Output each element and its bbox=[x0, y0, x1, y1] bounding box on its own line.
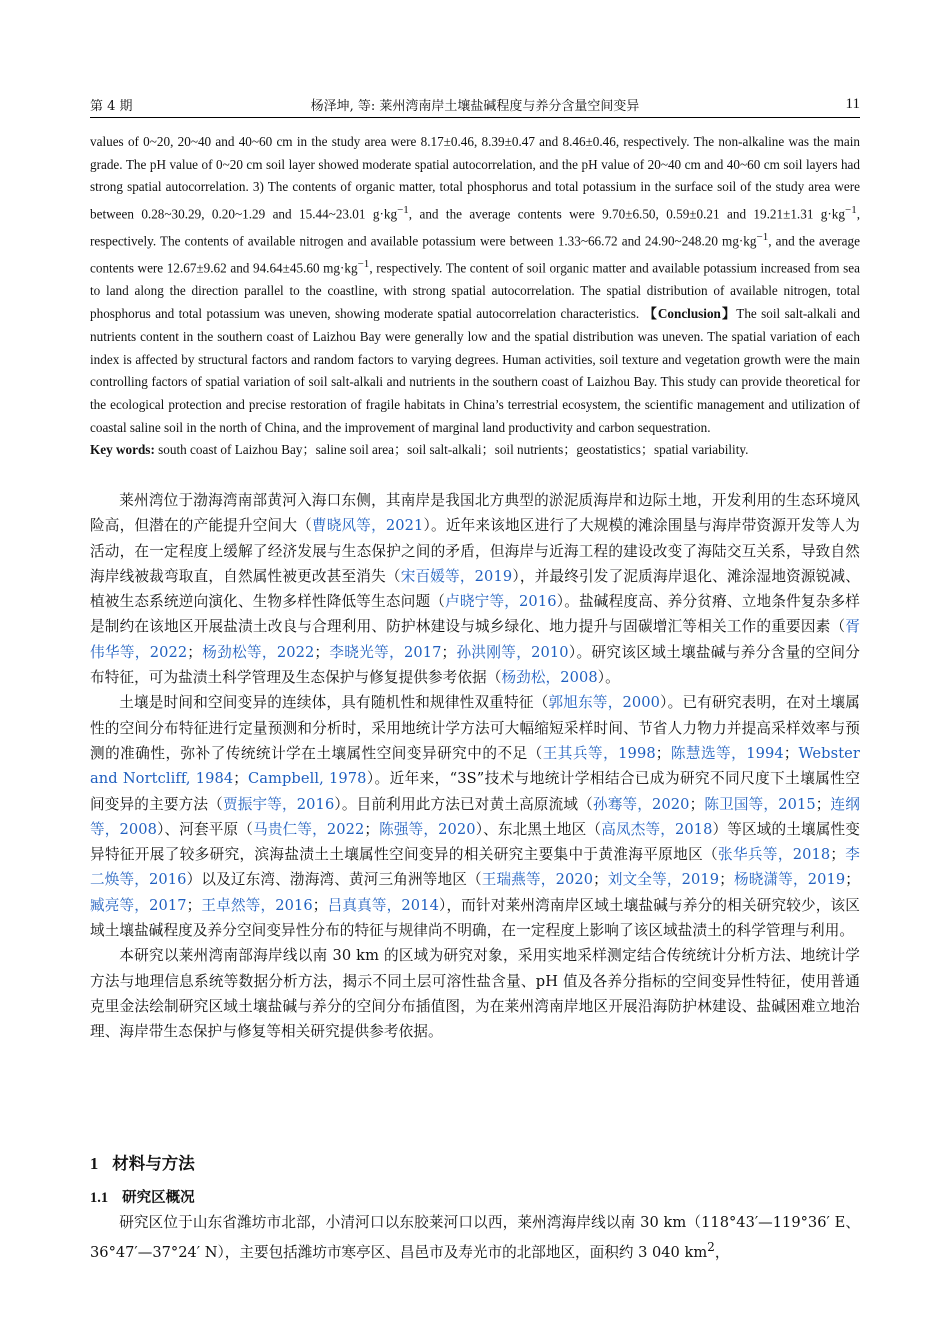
running-head bbox=[90, 93, 860, 115]
paragraph-text: ； bbox=[830, 846, 846, 864]
paragraph-text: 本研究以莱州湾南部海岸线以南 30 km 的区域为研究对象，采用实地采样测定结合传统统计分析方法、地统计学方法与地理信息系统等数据分析方法，揭示不同土层可溶性盐含量、pH 值及各养分指标的空间变异性特征，使用普通克里金法绘制研究区域土壤盐碱与养分的空间分布插值图，为在莱州湾南岸地区开展沿海防护林建设、盐碱困难立地治理、海岸带生态保护与修复等相关研究提供参考依据。 bbox=[90, 947, 860, 1041]
conclusion-label: 【Conclusion】 bbox=[643, 306, 737, 322]
intro-paragraph-1 bbox=[90, 488, 860, 690]
abstract-text: values of 0~20, 20~40 and 40~60 cm in the study area were 8.17±0.46, 8.39±0.47 and 8.46±0.46, respectively. The non-alkaline was the main grade. The pH value of 0~20 cm soil layer showed moderate spatial autocorrelation, and the pH value of 20~40 cm and 40~60 cm soil layers had strong spatial autocorrelation. 3) The contents of organic matter, total phosphorus and total potassium in the surface soil of the study area were between 0.28~30.29, 0.20~1.29 and 15.44~23.01 g·kg bbox=[90, 134, 860, 222]
citation: 贾振宇等，2016 bbox=[222, 795, 335, 813]
paragraph-text: ），并最终引发了泥质海岸退化、滩涂湿地资源锐减、植被生态系统逆向演化、生物多样性降低等生态问题（ bbox=[90, 567, 860, 611]
paragraph-text: ）、东北黑土地区（ bbox=[475, 820, 602, 838]
citation: 郭旭东等，2000 bbox=[548, 694, 661, 712]
section-title: 研究区概况 bbox=[122, 1190, 195, 1206]
citation: 李二焕等，2016 bbox=[90, 846, 860, 889]
section-heading-1-1 bbox=[90, 1186, 860, 1207]
issue-label: 第 4 期 bbox=[90, 98, 133, 114]
paragraph-text: 研究区位于山东省潍坊市北部，小清河口以东胶莱河口以西，莱州湾海岸线以南 30 km（118°43′—119°36′ E、36°47′—37°24′ N），主要包括潍坊市寒亭区、昌邑市及寿光市的北部地区，面积约 3 040 km bbox=[90, 1214, 860, 1262]
keywords-text: south coast of Laizhou Bay；saline soil area；soil salt-alkali；soil nutrients；geostatistics；spatial variability. bbox=[158, 442, 749, 458]
abstract-text: , respectively. The content of soil organic matter and available potassium increased from sea to land along the direction parallel to the coastline, with strong spatial autocorrelation. The spatial distribution of available nitrogen, total phosphorus and total potassium was uneven, showing moderate spatial autocorrelation characteristics. bbox=[90, 260, 860, 322]
paragraph-text: ； bbox=[689, 795, 705, 813]
paragraph-text: ）。目前利用此方法已对黄土高原流域（ bbox=[334, 795, 593, 813]
keywords-label: Key words: bbox=[90, 442, 155, 458]
paragraph-text: ； bbox=[441, 643, 457, 661]
paragraph-text: ）。研究该区域土壤盐碱与养分含量的空间分布特征，可为盐渍土科学管理及生态保护与修复提供参考依据（ bbox=[90, 643, 860, 687]
header-rule bbox=[90, 117, 860, 118]
paragraph-text: ）、河套平原（ bbox=[157, 820, 254, 838]
citation: 杨劲松等，2022 bbox=[201, 643, 315, 661]
citation: 高凤杰等，2018 bbox=[601, 820, 713, 838]
paragraph-text: ）。盐碱程度高、养分贫瘠、立地条件复杂多样是制约在该地区开展盐渍土改良与合理利用、防护林建设与城乡绿化、地力提升与固碳增汇等相关工作的重要因素（ bbox=[90, 593, 860, 636]
paragraph-text: ； bbox=[364, 820, 380, 838]
citation: Webster and Nortcliff, 1984 bbox=[90, 744, 860, 788]
superscript: −1 bbox=[397, 204, 409, 217]
paragraph-text: ）。已有研究表明，在对土壤属性的空间分布特征进行定量预测和分析时，采用地统计学方法可大幅缩短采样时间、节省人力物力并提高采样效率与预测的准确性，弥补了传统统计学在土壤属性空间变异研究中的不足（ bbox=[90, 694, 860, 762]
citation: 陈强等，2020 bbox=[379, 820, 476, 838]
english-abstract bbox=[90, 131, 860, 462]
paragraph-text: ； bbox=[593, 871, 608, 889]
citation: 胥伟华等，2022 bbox=[90, 618, 860, 661]
citation: 臧亮等，2017 bbox=[90, 896, 187, 914]
page-number: 11 bbox=[845, 95, 860, 112]
study-area-paragraph bbox=[90, 1210, 860, 1265]
paragraph-text: ）。 bbox=[597, 669, 620, 687]
intro-paragraph-3 bbox=[90, 943, 860, 1044]
study-area-text bbox=[90, 1210, 860, 1265]
citation: Campbell, 1978 bbox=[247, 770, 367, 788]
paragraph-text: ）。近年来该地区进行了大规模的滩涂围垦与海岸带资源开发等人为活动，在一定程度上缓解了经济发展与生态保护之间的矛盾，但海岸与近海工程的建设改变了海陆交互关系，导致自然海岸线被裁弯取直，自然属性被更改甚至消失（ bbox=[90, 517, 860, 585]
paragraph-text: 土壤是时间和空间变异的连续体，具有随机性和规律性双重特征（ bbox=[119, 694, 549, 712]
citation: 王卓然等，2016 bbox=[201, 896, 313, 914]
section-heading-1 bbox=[90, 1150, 860, 1174]
paragraph-text: ； bbox=[314, 643, 330, 661]
keywords-line bbox=[90, 439, 860, 462]
abstract-text: , and the average contents were 9.70±6.50, 0.59±0.21 and 19.21±1.31 g·kg bbox=[408, 206, 845, 222]
section-title: 材料与方法 bbox=[112, 1154, 195, 1173]
paragraph-text: ； bbox=[719, 871, 734, 889]
abstract-text: , and the average contents were 12.67±9.62 and 94.64±45.60 mg·kg bbox=[90, 233, 860, 276]
intro-paragraph-2 bbox=[90, 690, 860, 943]
paragraph-text: ），而针对莱州湾南岸区域土壤盐碱与养分的相关研究较少，该区域土壤盐碱程度及养分空间变异性分布的特征与规律尚不明确，在一定程度上影响了该区域盐渍土的科学管理与利用。 bbox=[90, 896, 860, 940]
citation: 孙洪刚等，2010 bbox=[456, 643, 569, 661]
paragraph-text: ； bbox=[815, 795, 831, 813]
citation: 刘文全等，2019 bbox=[607, 871, 720, 889]
citation: 杨晓潇等，2019 bbox=[733, 871, 846, 889]
citation: 杨劲松，2008 bbox=[501, 669, 598, 687]
citation: 李晓光等，2017 bbox=[329, 643, 442, 661]
paragraph-text: ； bbox=[233, 770, 248, 788]
citation: 马贵仁等，2022 bbox=[253, 820, 365, 838]
paragraph-text: ； bbox=[655, 744, 671, 762]
body-text bbox=[90, 488, 860, 1045]
paragraph-text: 莱州湾位于渤海湾南部黄河入海口东侧，其南岸是我国北方典型的淤泥质海岸和边际土地，开发利用的生态环境风险高，但潜在的产能提升空间大（ bbox=[90, 492, 860, 535]
paragraph-text: ； bbox=[186, 896, 202, 914]
section-number: 1 bbox=[90, 1154, 99, 1173]
abstract-paragraph bbox=[90, 131, 860, 439]
citation: 王其兵等，1998 bbox=[542, 744, 656, 762]
citation: 曹晓风等，2021 bbox=[311, 517, 424, 535]
paragraph-text: ； bbox=[845, 871, 860, 889]
paragraph-text: ， bbox=[714, 1244, 730, 1262]
running-title: 杨泽坤, 等: 莱州湾南岸土壤盐碱程度与养分含量空间变异 bbox=[310, 98, 640, 114]
abstract-text: The soil salt-alkali and nutrients content in the southern coast of Laizhou Bay were generally low and the spatial distribution was uneven. The spatial variation of each index is affected by structural factors and random factors to varying degrees. Human activities, soil texture and vegetation growth were the main controlling factors of spatial variation of soil salt-alkali and nutrients in the southern coast of Laizhou Bay. This study can provide theoretical for the ecological protection and precise restoration of fragile habitats in China’s terrestrial ecosystem, the scientific management and utilization of coastal saline soil in the north of China, and the improvement of marginal land productivity and carbon sequestration. bbox=[90, 306, 861, 435]
citation: 张华兵等，2018 bbox=[718, 846, 831, 864]
citation: 王瑞燕等，2020 bbox=[481, 871, 594, 889]
citation: 吕真真等，2014 bbox=[327, 896, 439, 914]
section-number: 1.1 bbox=[90, 1190, 109, 1206]
superscript: −1 bbox=[357, 258, 370, 271]
superscript: −1 bbox=[756, 231, 769, 244]
abstract-text: , respectively. The contents of available nitrogen and available potassium were between 1.33~66.72 and 24.90~248.20 mg·kg bbox=[90, 206, 860, 249]
paragraph-text: ）以及辽东湾、渤海湾、黄河三角洲等地区（ bbox=[186, 871, 482, 889]
citation: 宋百媛等，2019 bbox=[400, 567, 513, 585]
paragraph-text: ； bbox=[187, 643, 202, 661]
superscript: −1 bbox=[844, 204, 857, 217]
citation: 连纲等，2008 bbox=[90, 795, 860, 838]
paragraph-text: ）等区域的土壤属性变异特征开展了较多研究，滨海盐渍土土壤属性空间变异的相关研究主要集中于黄淮海平原地区（ bbox=[90, 820, 860, 864]
superscript: 2 bbox=[707, 1240, 715, 1255]
paragraph-text: ）。近年来，“3S”技术与地统计学相结合已成为研究不同尺度下土壤属性空间变异的主要方法（ bbox=[90, 770, 860, 813]
citation: 陈卫国等，2015 bbox=[704, 795, 816, 813]
paragraph-text: ； bbox=[783, 744, 799, 762]
citation: 卢晓宁等，2016 bbox=[445, 593, 557, 611]
citation: 孙骞等，2020 bbox=[592, 795, 690, 813]
paragraph-text: ； bbox=[312, 896, 328, 914]
citation: 陈慧选等，1994 bbox=[670, 744, 784, 762]
